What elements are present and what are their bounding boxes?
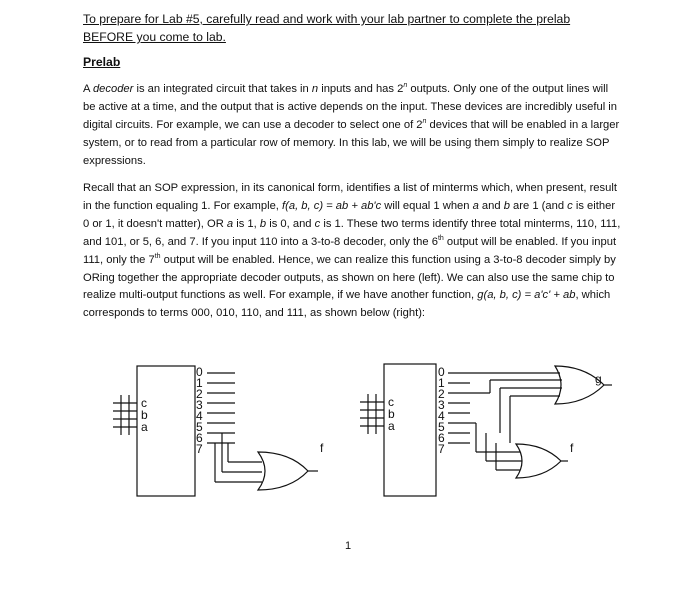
right-output-label: 1 [438, 376, 445, 390]
left-output-label: 7 [196, 442, 203, 456]
left-input-label: b [141, 408, 148, 422]
left-input-label: a [141, 420, 148, 434]
prelab-heading: Prelab [83, 55, 121, 69]
left-output-label: 3 [196, 398, 203, 412]
right-output-label: 4 [438, 409, 445, 423]
right-output-label: 5 [438, 420, 445, 434]
left-output-label: 4 [196, 409, 203, 423]
right-decoder-circuit [360, 364, 612, 496]
left-input-label: c [141, 396, 147, 410]
paragraph-sop-expression: Recall that an SOP expression, in its canonical form, identifies a list of minterms which, when present, result in the function equaling 1. For example, f(a, b, c) = ab + ab'c will equal 1 when a and b are 1 (and c is either 0 or 1, it doesn't matter), OR a is 1, b is 0, and c is 1. These two terms identify three total minterms, 110, 111, and 101, or 5, 6, and 7. If you input 110 into a 3-to-8 decoder, only the 6th output will be enabled. If you input 111, only the 7th output will be enabled. Hence, we can realize this function using a 3-to-8 decoder simply by ORing together the appropriate decoder outputs, as shown on here (left). We can also use the same chip to realize multi-output functions as well. For example, if we have another function, g(a, b, c) = a'c' + ab, which corresponds to terms 000, 010, 110, and 111, as shown below (right): [83, 182, 621, 320]
right-or-gate-f [516, 444, 561, 478]
right-output-label: 2 [438, 387, 445, 401]
right-gate-f-output-label: f [570, 441, 574, 455]
right-output-label: 7 [438, 442, 445, 456]
right-input-label: b [388, 407, 395, 421]
right-output-label: 6 [438, 431, 445, 445]
left-gate-output-label: f [320, 441, 324, 455]
right-input-label: c [388, 395, 394, 409]
right-output-label: 3 [438, 398, 445, 412]
left-output-label: 1 [196, 376, 203, 390]
paragraph-decoder-definition: A decoder is an integrated circuit that takes in n inputs and has 2$^n$ outputs. Only one of the output lines will be active at a time, and the output that is active depends on the input. These devices are incredibly useful in digital circuits. For example, we can use a decoder to select one of 2$^n$ devices that will be enabled in a larger system, or to read from a particular row of memory. In this lab, we will be using them simply to realize SOP expressions. [83, 82, 620, 167]
right-gate-g-output-label: g [595, 372, 602, 386]
page-number: 1 [345, 540, 352, 552]
left-output-label: 5 [196, 420, 203, 434]
left-or-gate [258, 452, 308, 490]
right-input-label: a [388, 419, 395, 433]
decoder-circuit-diagrams [0, 360, 700, 520]
intro-instructions: To prepare for Lab #5, carefully read and work with your lab partner to complete the prelab BEFORE you come to lab. [83, 12, 571, 44]
left-output-label: 6 [196, 431, 203, 445]
right-output-label: 0 [438, 365, 445, 379]
left-output-label: 0 [196, 365, 203, 379]
left-output-label: 2 [196, 387, 203, 401]
